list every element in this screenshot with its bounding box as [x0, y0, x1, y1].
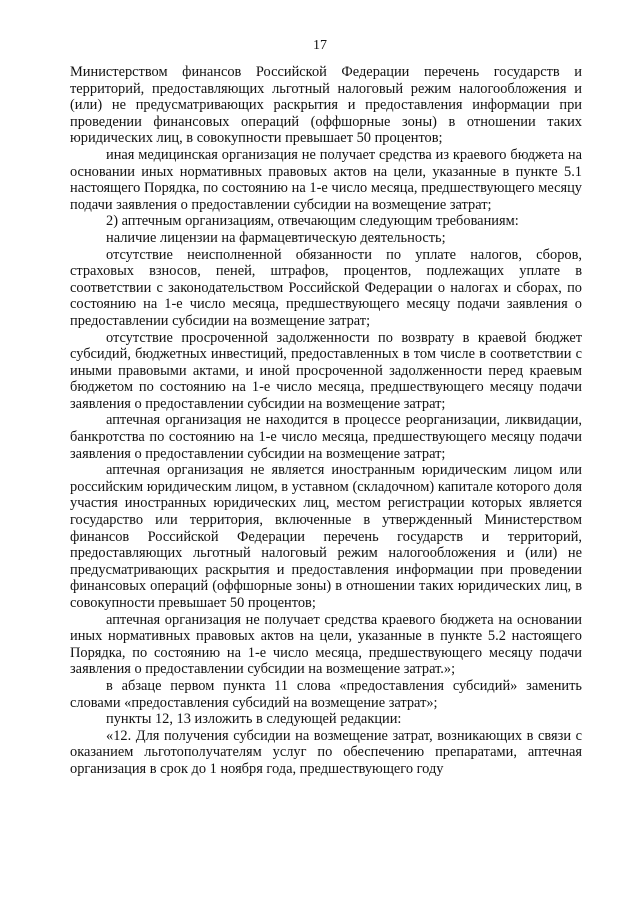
- document-body: [70, 64, 582, 778]
- paragraph: пункты 12, 13 изложить в следующей редакции:: [106, 711, 402, 728]
- paragraph-item-12: «12. Для получения субсидии на возмещение затрат, возникающих в связи с оказанием льготополучателям услуг по обеспечению препаратами, аптечная организация в срок до 1 ноября года, предшествующего году: [70, 727, 582, 777]
- paragraph: отсутствие неисполненной обязанности по уплате налогов, сборов, страховых взносов, пеней, штрафов, процентов, подлежащих уплате в соответствии с законодательством Российской Федерации о налогах и сборах, по состоянию на 1-е число месяца, предшествующего месяцу подачи заявления о предоставлении субсидии на возмещение затрат;: [70, 246, 582, 329]
- paragraph: аптечная организация не является иностранным юридическим лицом или российским юридическим лицом, в уставном (складочном) капитале которого доля участия иностранных юридических лиц, местом регистрации которых является государство или территория, включенные в утвержденный Министерством финансов Российской Федерации перечень государств и территорий, предоставляющих льготный налоговый режим налогообложения и (или) не предусматривающих раскрытия и предоставления информации при проведении финансовых операций (оффшорные зоны) в отношении таких юридических лиц, в совокупности превышает 50 процентов;: [70, 462, 582, 611]
- paragraph: отсутствие просроченной задолженности по возврату в краевой бюджет субсидий, бюджетных инвестиций, предоставленных в том числе в соответствии с иными правовыми актами, и иной просроченной задолженности перед краевым бюджетом по состоянию на 1-е число месяца, предшествующего месяцу подачи заявления о предоставлении субсидии на возмещение затрат;: [70, 329, 582, 412]
- paragraph: в абзаце первом пункта 11 слова «предоставления субсидий» заменить словами «предоставления субсидий на возмещение затрат»;: [70, 677, 582, 711]
- paragraph: аптечная организация не находится в процессе реорганизации, ликвидации, банкротства по состоянию на 1-е число месяца, предшествующего месяцу подачи заявления о предоставлении субсидии на возмещение затрат;: [70, 412, 582, 462]
- paragraph: наличие лицензии на фармацевтическую деятельность;: [106, 229, 446, 246]
- page-number: 17: [313, 38, 327, 53]
- paragraph-continuation: Министерством финансов Российской Федерации перечень государств и территорий, предоставляющих льготный налоговый режим налогообложения и (или) не предусматривающих раскрытия и предоставления информации при проведении финансовых операций (оффшорные зоны) в отношении таких юридических лиц, в совокупности превышает 50 процентов;: [70, 64, 582, 147]
- paragraph: иная медицинская организация не получает средства из краевого бюджета на основании иных нормативных правовых актов на цели, указанные в пункте 5.1 настоящего Порядка, по состоянию на 1-е число месяца, предшествующего месяцу подачи заявления о предоставлении субсидии на возмещение затрат;: [70, 146, 582, 213]
- paragraph-item-2: 2) аптечным организациям, отвечающим следующим требованиям:: [106, 213, 519, 230]
- paragraph: аптечная организация не получает средства краевого бюджета на основании иных нормативных правовых актов на цели, указанные в пункте 5.2 настоящего Порядка, по состоянию на 1-е число месяца, предшествующего месяцу подачи заявления о предоставлении субсидии на возмещение затрат.»;: [70, 611, 582, 678]
